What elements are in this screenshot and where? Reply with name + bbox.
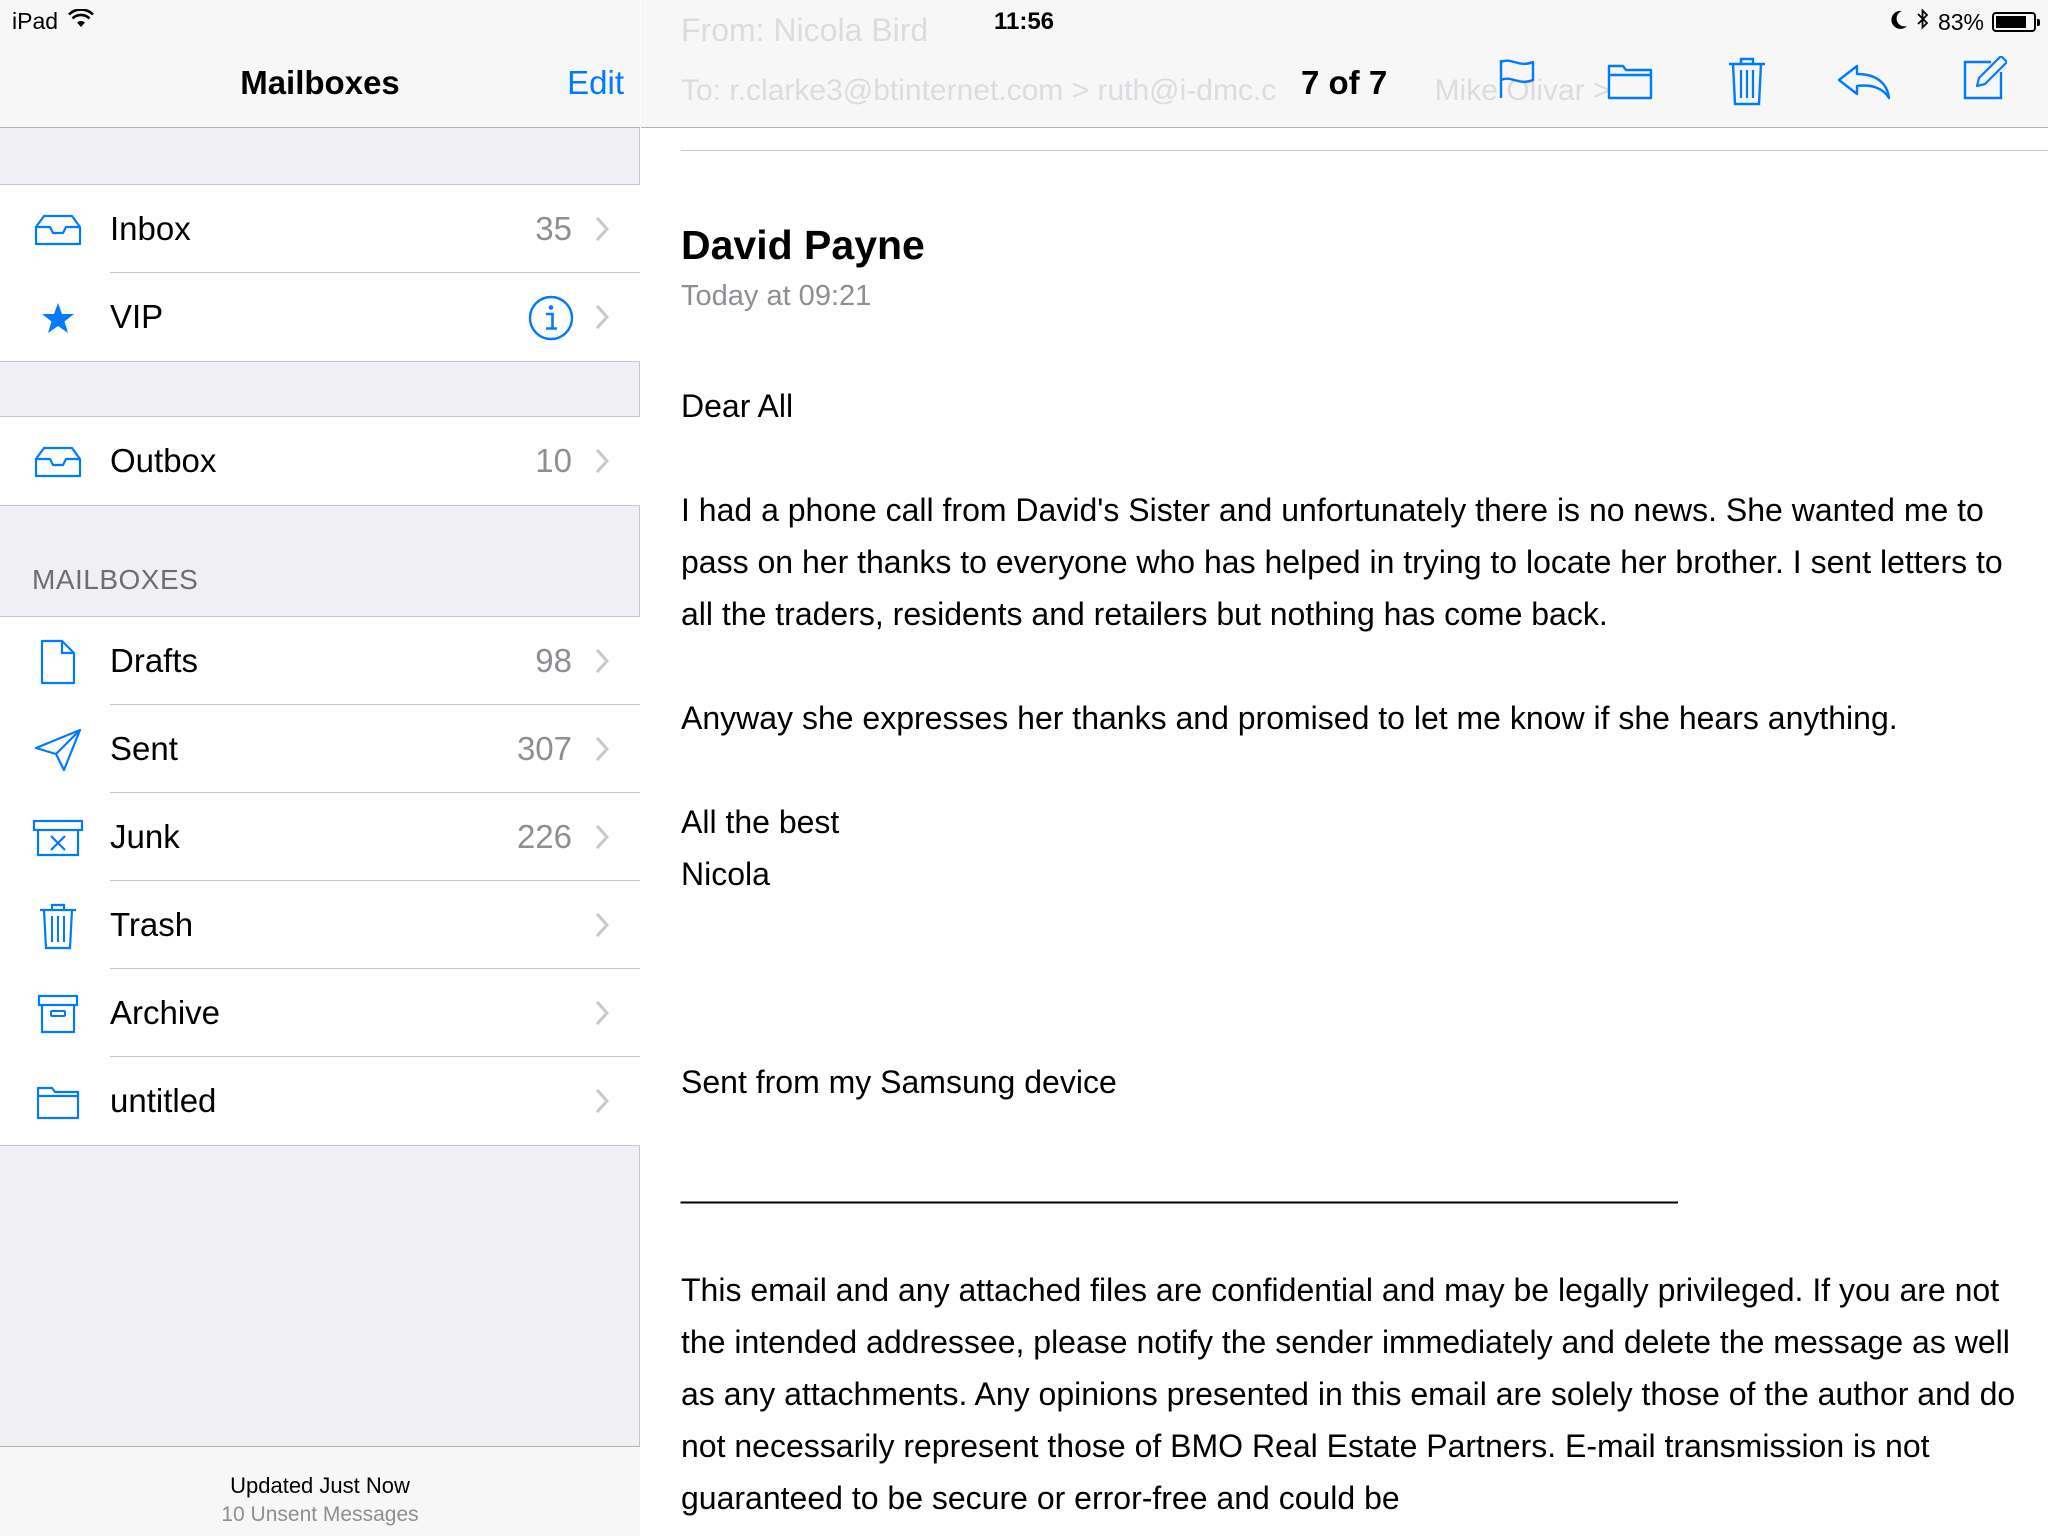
chevron-right-icon — [594, 1087, 610, 1120]
mailbox-label: Outbox — [110, 442, 217, 479]
page-title: Mailboxes — [240, 64, 400, 101]
mailbox-label: Inbox — [110, 210, 191, 247]
message-count: 307 — [516, 730, 572, 767]
from-name: Nicola Bird — [773, 12, 929, 48]
chevron-right-icon — [594, 303, 610, 336]
message-count: 98 — [535, 642, 572, 679]
mailbox-row-vip[interactable] — [0, 273, 640, 361]
to-label: To: — [681, 74, 722, 107]
mailbox-label: untitled — [110, 1082, 217, 1119]
mailbox-label: Sent — [110, 730, 178, 767]
trash-button[interactable] — [1727, 56, 1767, 111]
chevron-right-icon — [594, 447, 610, 480]
chevron-right-icon — [594, 647, 610, 680]
mailbox-label: Drafts — [110, 642, 199, 679]
unread-count: 35 — [535, 210, 572, 247]
favorites-group — [0, 184, 640, 362]
body-divider-line: ________________________________________________________ — [681, 1168, 1678, 1204]
mailbox-label: Archive — [110, 994, 221, 1031]
unsent-status: 10 Unsent Messages — [221, 1503, 419, 1526]
compose-button[interactable] — [1961, 56, 2007, 107]
chevron-right-icon — [594, 735, 610, 768]
mailboxes-sidebar — [0, 0, 640, 1536]
bluetooth-icon — [1916, 8, 1930, 36]
update-status: Updated Just Now — [230, 1473, 410, 1498]
to-recipients: r.clarke3@btinternet.com > ruth@i-dmc.c — [729, 74, 1277, 107]
info-icon[interactable] — [528, 295, 574, 346]
trash-icon — [30, 903, 86, 949]
chevron-right-icon — [594, 911, 610, 944]
header-to — [681, 74, 1611, 108]
section-header-mailboxes: MAILBOXES — [32, 564, 199, 595]
body-disclaimer: This email and any attached files are confidential and may be legally privileged. If you are not the intended addressee, please notify the sender immediately and delete the message as well as any attachments. Any opinions presented in this email are solely those of the author and do not necessarily represent those of BMO Real Estate Partners. E-mail transmission is not guaranteed to be secure or error-free and could be — [681, 1272, 2016, 1516]
body-signature: Nicola — [681, 856, 770, 892]
body-signoff: All the best — [681, 804, 840, 840]
mailbox-row-trash[interactable] — [0, 881, 640, 969]
battery-fill — [1996, 16, 2026, 28]
from-label: From: — [681, 12, 765, 48]
moon-icon — [1890, 9, 1908, 36]
mailbox-label: Trash — [110, 906, 194, 943]
star-icon — [30, 295, 86, 341]
chevron-right-icon — [594, 823, 610, 856]
archive-icon — [30, 991, 86, 1037]
mailbox-label: VIP — [110, 298, 164, 335]
outbox-group — [0, 416, 640, 506]
battery-percent: 83% — [1937, 8, 1984, 35]
mailbox-row-sent[interactable] — [0, 705, 640, 793]
mailbox-row-untitled[interactable] — [0, 1057, 640, 1145]
chevron-right-icon — [594, 999, 610, 1032]
wifi-icon — [68, 8, 94, 35]
message-count: 226 — [516, 818, 572, 855]
mailbox-row-junk[interactable] — [0, 793, 640, 881]
reply-button[interactable] — [1837, 64, 1891, 105]
mailbox-label: Junk — [110, 818, 180, 855]
sidebar-footer — [0, 1446, 640, 1536]
message-date: Today at 09:21 — [681, 280, 872, 312]
edit-button[interactable]: Edit — [567, 64, 624, 101]
move-folder-button[interactable] — [1607, 62, 1653, 105]
to-recipients-more: Mike Olivar > — [1434, 74, 1611, 107]
mailboxes-group — [0, 616, 640, 1146]
junk-icon — [30, 815, 86, 861]
message-body — [681, 380, 2021, 1524]
sender-name: David Payne — [681, 222, 925, 268]
flag-button[interactable] — [1497, 58, 1537, 105]
unsent-count: 10 — [535, 442, 572, 479]
clock: 11:56 — [993, 8, 1055, 35]
tray-icon — [30, 207, 86, 253]
message-detail — [641, 0, 2048, 1536]
paper-plane-icon — [30, 727, 86, 773]
folder-icon — [30, 1079, 86, 1125]
status-left — [12, 8, 94, 35]
mailbox-row-inbox[interactable] — [0, 185, 640, 273]
mailbox-row-archive[interactable] — [0, 969, 640, 1057]
device-name: iPad — [12, 8, 59, 34]
mailbox-row-outbox[interactable] — [0, 417, 640, 505]
body-paragraph: Anyway she expresses her thanks and promised to let me know if she hears anything. — [681, 700, 1898, 736]
chevron-right-icon — [594, 215, 610, 248]
status-right — [1890, 8, 2036, 36]
document-icon — [30, 639, 86, 685]
battery-icon — [1992, 12, 2036, 32]
mailbox-row-drafts[interactable] — [0, 617, 640, 705]
body-paragraph: I had a phone call from David's Sister and unfortunately there is no news. She wanted me to pass on her thanks to everyone who has helped in trying to locate her brother. I sent letters to all the traders, residents and retailers but nothing has come back. — [681, 492, 2003, 632]
body-sent-from: Sent from my Samsung device — [681, 1064, 1117, 1100]
message-position: 7 of 7 — [1301, 64, 1388, 101]
tray-icon — [30, 439, 86, 485]
header-divider — [681, 150, 2048, 151]
status-bar — [0, 0, 2048, 40]
body-greeting: Dear All — [681, 388, 794, 424]
